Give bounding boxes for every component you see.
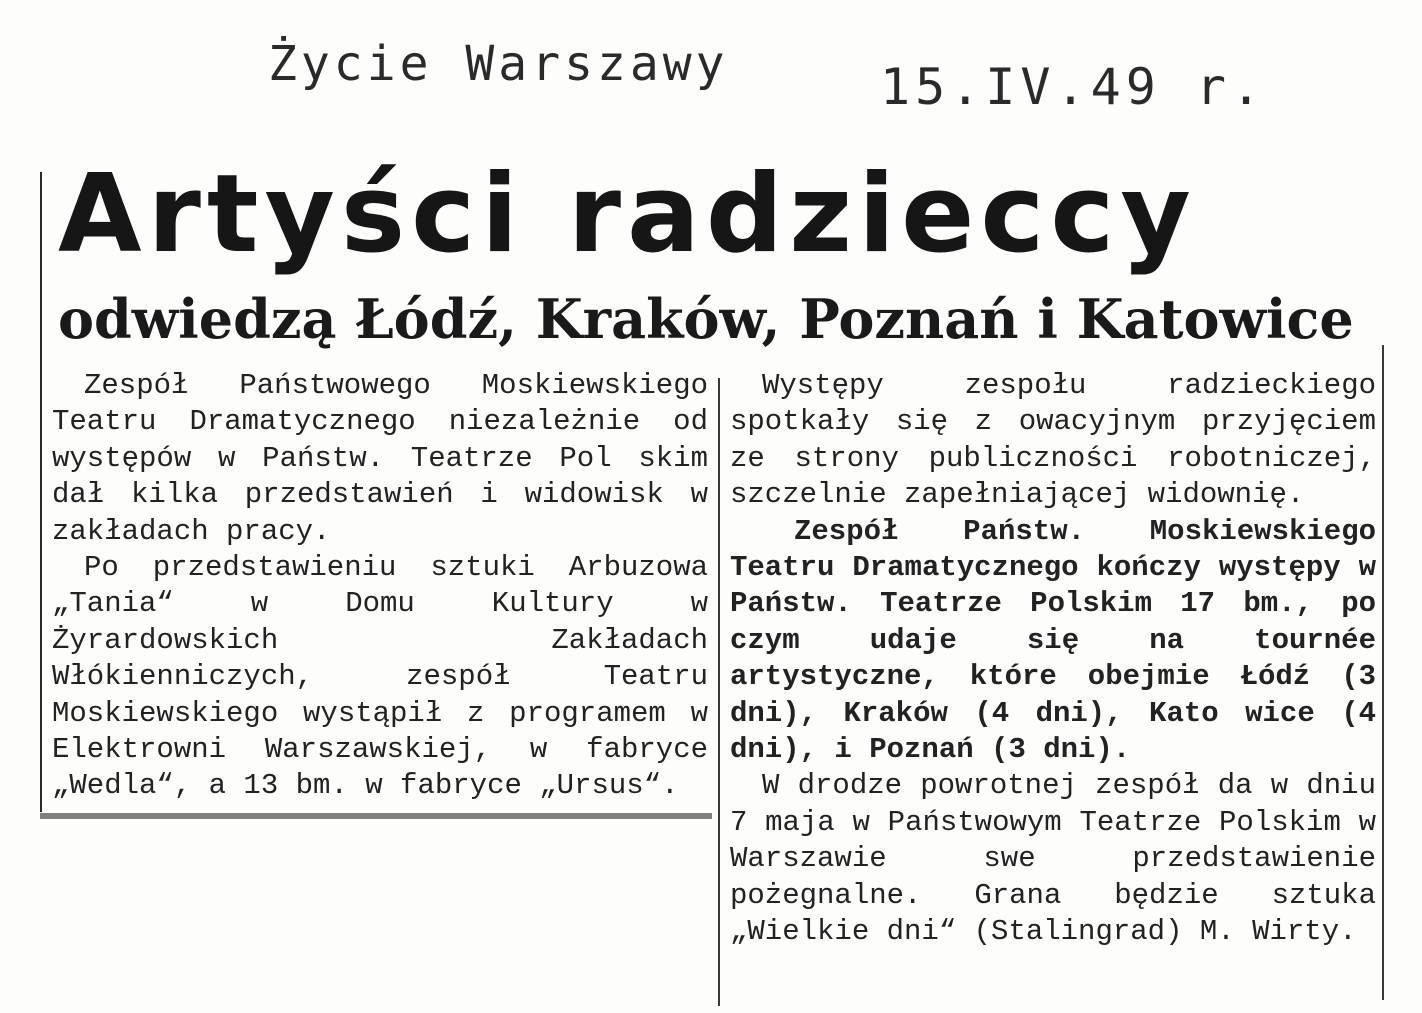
clipping-bottom-rule [40,813,712,819]
right-paragraph-1: Występy zespołu radzieckiego spotkały się z owacyjnym przyjęciem ze strony publiczności robotniczej, szczelnie zapełniającej widownię. [730,369,1376,512]
right-paragraph-2-bold: Zespół Państw. Moskiewskiego Teatru Dramatycznego kończy występy w Państw. Teatrze Polskim 17 bm., po czym udaje się na tournée artystyczne, które obejmie Łódź (3 dni), Kraków (4 dni), Kato wice (4 dni), i Poznań (3 dni). [730,514,1376,767]
column-divider [718,378,720,1006]
right-paragraph-3: W drodze powrotnej zespół da w dniu 7 maja w Państwowym Teatrze Polskim w Warszawie swe przedstawienie pożegnalne. Grana będzie sztuka „Wielkie dni“ (Stalingrad) M. Wirty. [730,769,1376,949]
clipping-right-rule [1382,345,1384,1000]
left-paragraph-1: Zespół Państwowego Moskiewskiego Teatru Dramatycznego niezależnie od występów w Państw. Teatrze Pol skim dał kilka przedstawień i widowisk w zakładach pracy. [52,369,708,548]
left-paragraph-2: Po przedstawieniu sztuki Arbuzowa „Tania“ w Domu Kultury w Żyrardowskich Zakładach Włókienniczych, zespół Teatru Moskiewskiego wystąpił z programem w Elektrowni Warszawskiej, w fabryce „Wedla“, a 13 bm. w fabryce „Ursus“. [52,551,708,803]
typed-source-label: Życie Warszawy [268,36,729,92]
article-headline: Artyści radzieccy [58,152,1197,277]
article-subheadline: odwiedzą Łódź, Kraków, Poznań i Katowice [58,287,1354,351]
typed-date-label: 15.IV.49 r. [880,58,1267,116]
article-right-column [730,368,1376,951]
article-left-column [52,368,708,805]
clipping-left-rule [40,172,42,812]
